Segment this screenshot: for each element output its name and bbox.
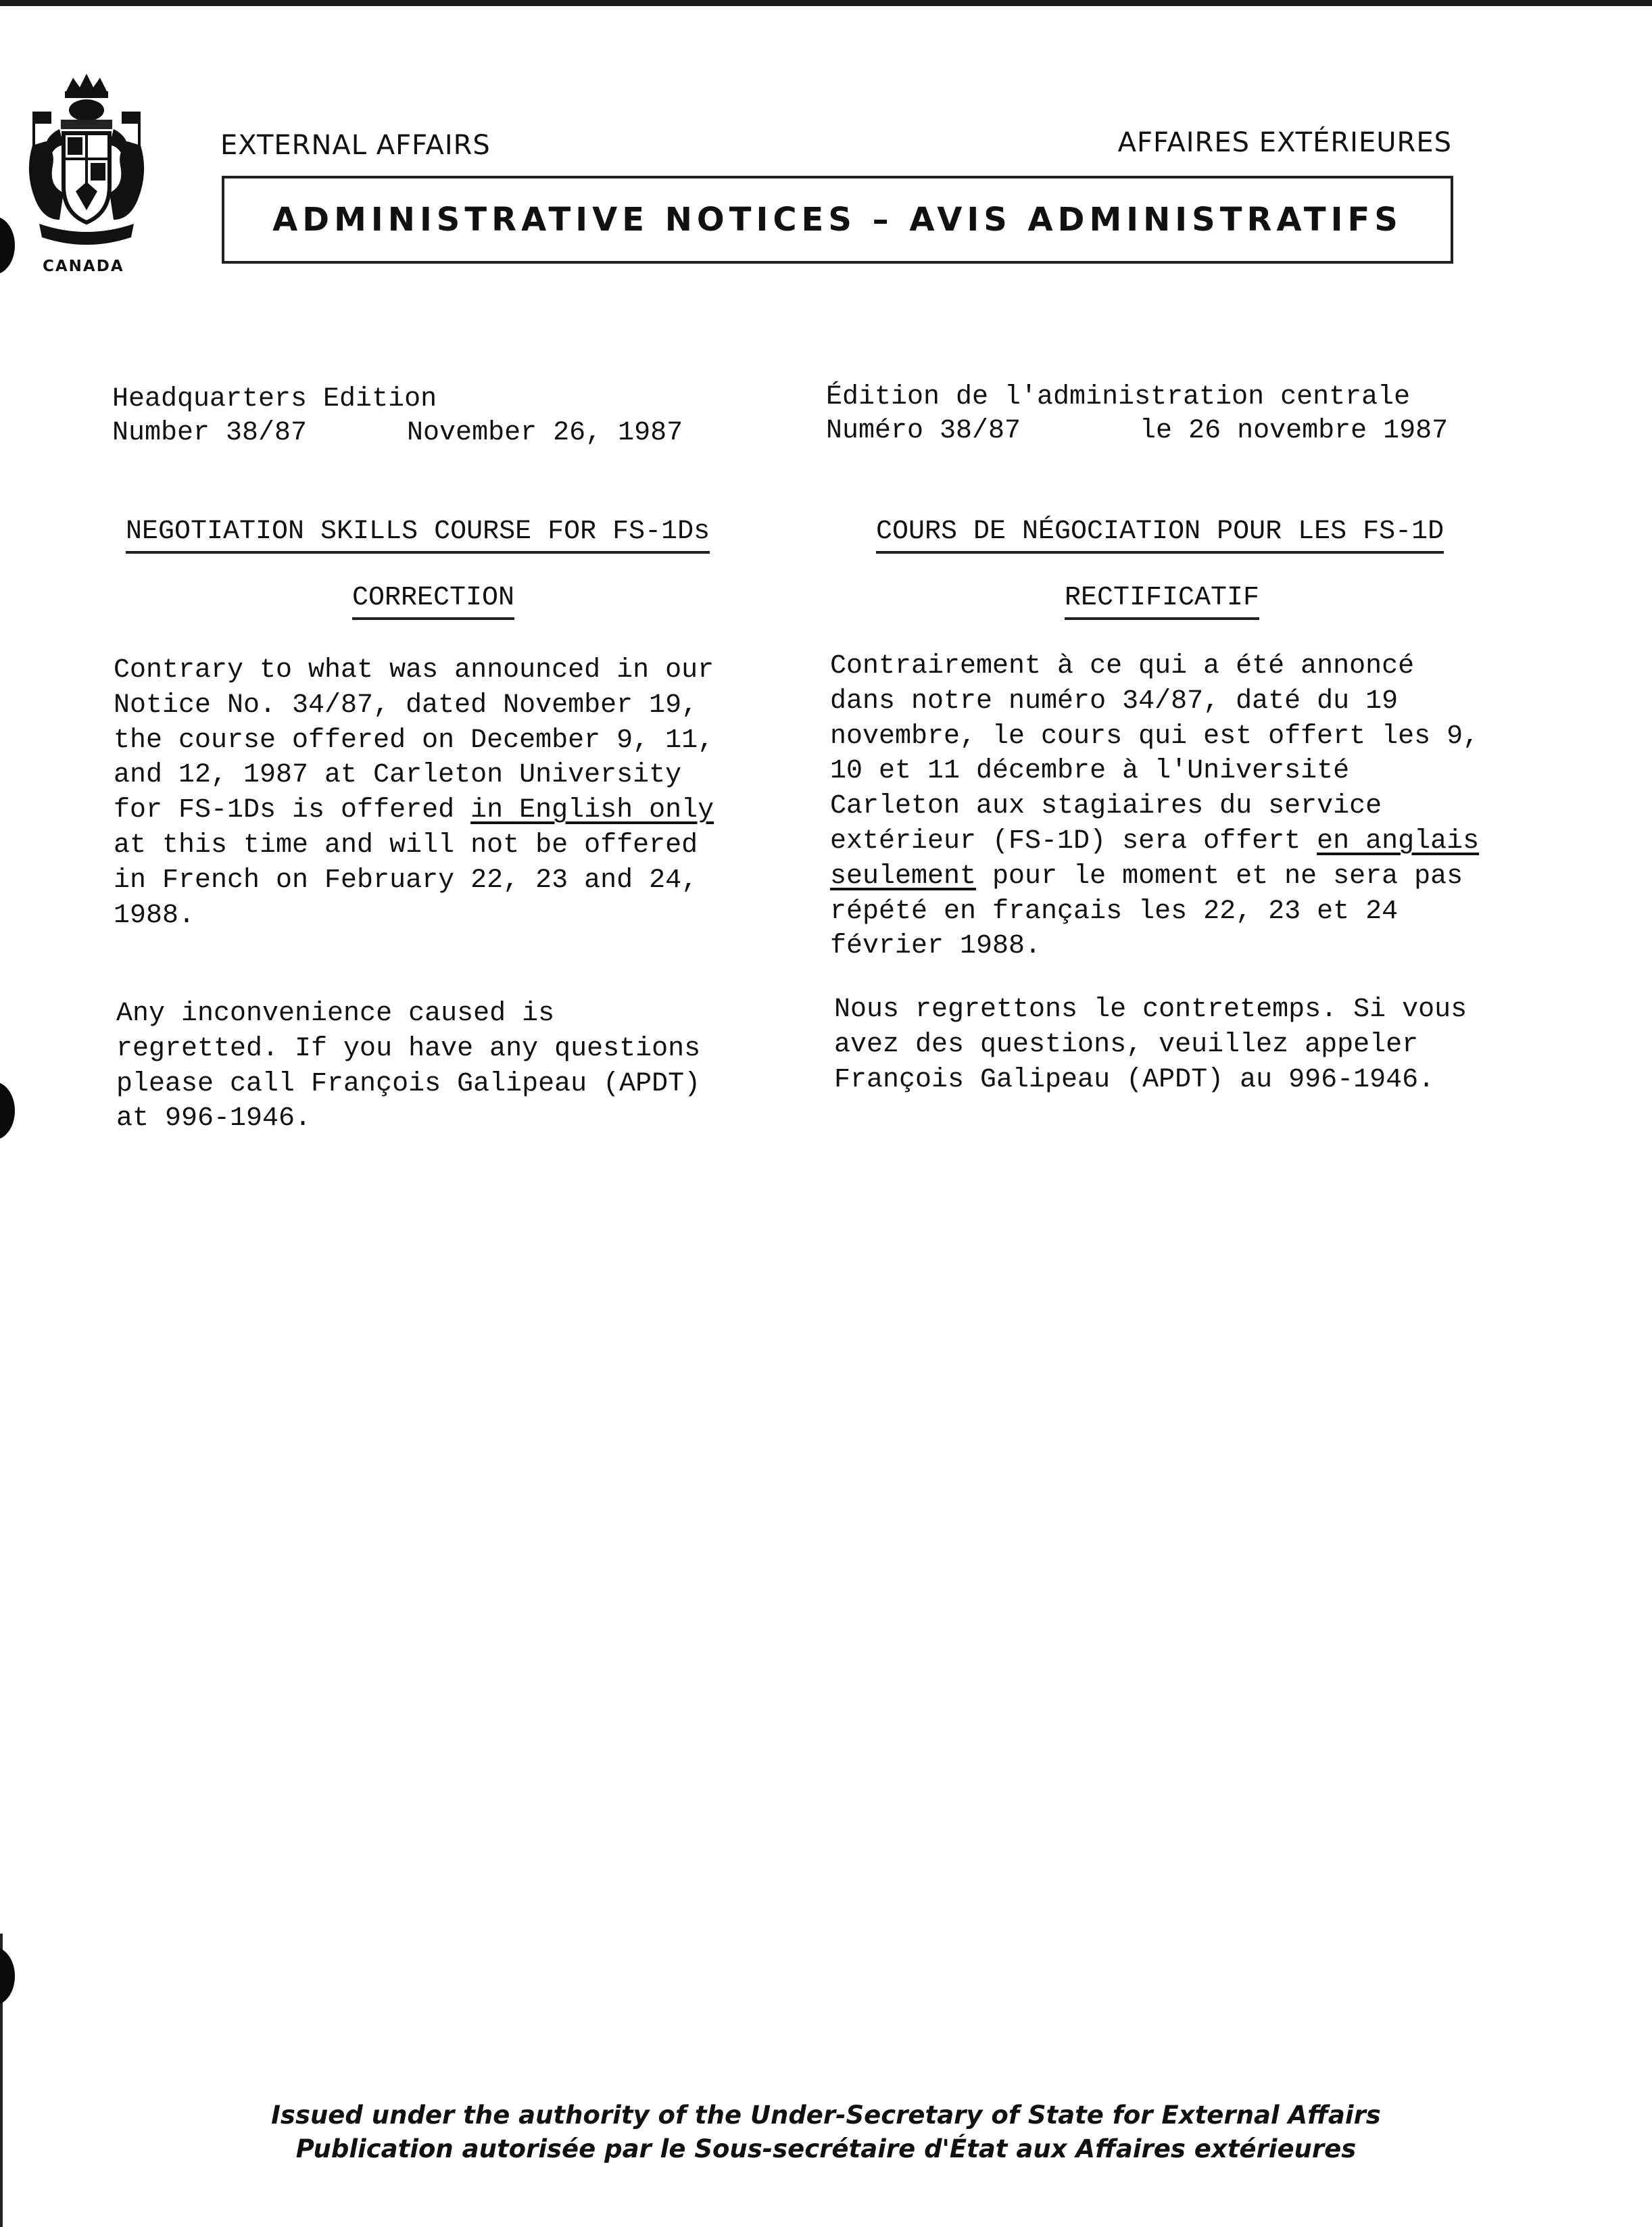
french-paragraph-2: Nous regrettons le contretemps. Si vous avez des questions, veuillez appeler François Galipeau (APDT) au 996-1946. bbox=[834, 995, 1467, 1095]
emphasis-in-english-only: in English only bbox=[470, 795, 714, 826]
edition-date-fr: le 26 novembre 1987 bbox=[1140, 416, 1449, 446]
scan-top-edge bbox=[0, 0, 1652, 6]
edition-number-en: Number 38/87 bbox=[112, 418, 308, 448]
subtitle-rectificatif: RECTIFICATIF bbox=[1065, 583, 1259, 620]
english-paragraph-2: Any inconvenience caused is regretted. If you have any questions please call François Galipeau (APDT) at 996-1946. bbox=[116, 999, 701, 1134]
edition-info-fr bbox=[826, 381, 1448, 448]
crest-icon bbox=[19, 71, 154, 254]
edition-label-fr: Édition de l'administration centrale bbox=[826, 382, 1411, 412]
punch-hole-top bbox=[0, 216, 15, 274]
english-paragraph-1: Contrary to what was announced in our Notice No. 34/87, dated November 19, the course offered on December 9, 11, and 12, 1987 at Carleton University for FS-1Ds is offered in English only at this time and will not be offered in French on February 22, 23 and 24, 1988. bbox=[114, 655, 714, 931]
emphasis-seulement: seulement bbox=[830, 861, 977, 892]
french-paragraph-1: Contrairement à ce qui a été annoncé dans notre numéro 34/87, daté du 19 novembre, le cours qui est offert les 9, 10 et 11 décembre à l'Université Carleton aux stagiaires du service extérieur (FS-1D) sera offert en anglais seulement pour le moment et ne sera pas répété en français les 22, 23 et 24 février 1988. bbox=[830, 651, 1480, 962]
notice-title-en: NEGOTIATION SKILLS COURSE FOR FS-1Ds bbox=[126, 517, 710, 554]
subtitle-correction: CORRECTION bbox=[352, 583, 514, 620]
punch-hole-middle bbox=[0, 1082, 15, 1140]
crest-label: CANADA bbox=[43, 258, 124, 275]
emphasis-en-anglais: en anglais bbox=[1317, 825, 1480, 857]
edition-number-fr: Numéro 38/87 bbox=[826, 416, 1021, 446]
banner-title: ADMINISTRATIVE NOTICES – AVIS ADMINISTRATIFS bbox=[272, 201, 1403, 239]
notice-banner bbox=[222, 176, 1453, 264]
org-name-fr: AFFAIRES EXTÉRIEURES bbox=[1117, 127, 1452, 158]
footer-authority-en: Issued under the authority of the Under-Secretary of State for External Affairs bbox=[271, 2101, 1381, 2130]
edition-date-en: November 26, 1987 bbox=[407, 418, 683, 448]
punch-hole-bottom bbox=[0, 1947, 15, 2005]
org-name-en: EXTERNAL AFFAIRS bbox=[220, 130, 491, 161]
notice-title-fr: COURS DE NÉGOCIATION POUR LES FS-1D bbox=[876, 517, 1444, 554]
footer-authority bbox=[0, 2099, 1652, 2166]
edition-label-en: Headquarters Edition bbox=[112, 384, 437, 414]
footer-authority-fr: Publication autorisée par le Sous-secrétaire d'État aux Affaires extérieures bbox=[295, 2134, 1357, 2163]
edition-info-en bbox=[112, 383, 683, 450]
coat-of-arms-logo bbox=[19, 71, 154, 274]
